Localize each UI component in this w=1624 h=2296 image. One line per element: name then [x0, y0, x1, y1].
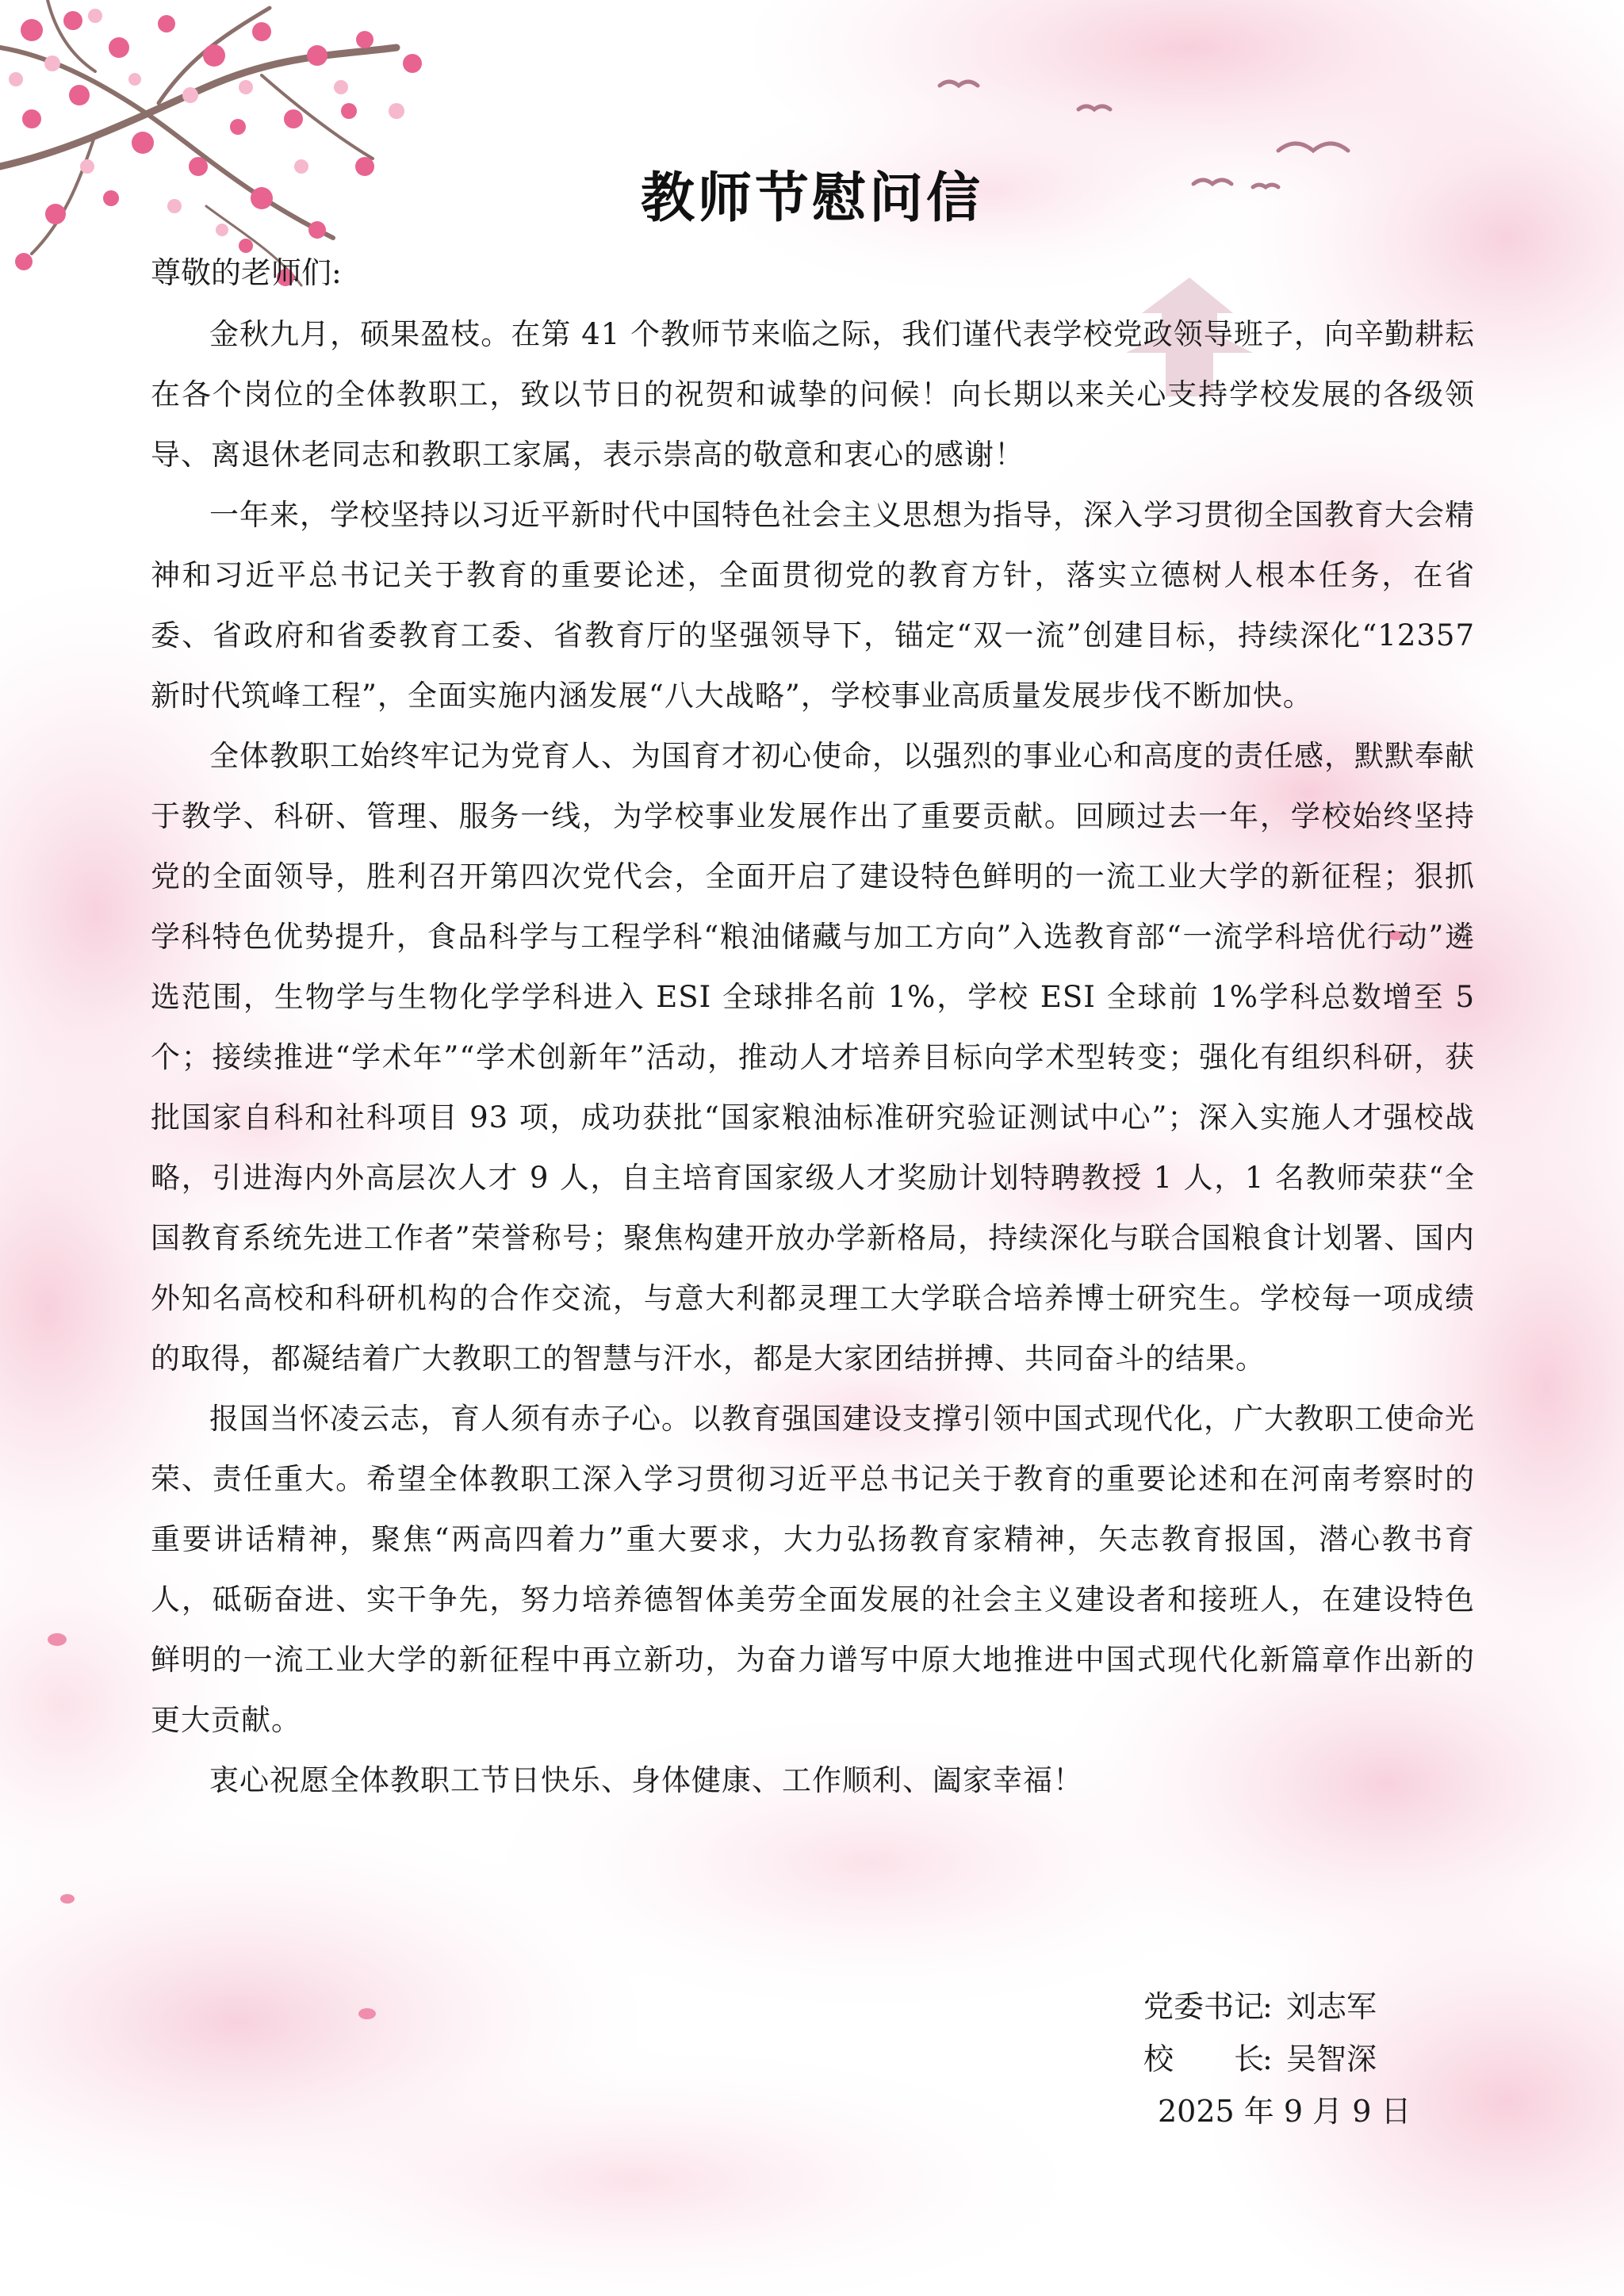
paragraph-greeting: 金秋九月，硕果盈枝。在第 41 个教师节来临之际，我们谨代表学校党政领导班子，向辛勤耕耘在各个岗位的全体教职工，致以节日的祝贺和诚挚的问候！向长期以来关心支持学校发展的各级领导、离退休老同志和教职工家属，表示崇高的敬意和衷心的感谢！ [151, 317, 1475, 472]
signature-label: 党委书记 [1143, 1989, 1265, 2024]
signature-colon: : [1262, 2042, 1273, 2076]
signature-president [1143, 2033, 1411, 2085]
paragraph-wishes: 衷心祝愿全体教职工节日快乐、身体健康、工作顺利、阖家幸福！ [209, 1763, 1083, 1797]
paragraph-expectations: 报国当怀凌云志，育人须有赤子心。以教育强国建设支撑引领中国式现代化，广大教职工使命光荣、责任重大。希望全体教职工深入学习贯彻习近平总书记关于教育的重要论述和在河南考察时的重要讲话精神，聚焦“两高四着力”重大要求，大力弘扬教育家精神，矢志教育报国，潜心教书育人，砥砺奋进、实干争先，努力培养德智体美劳全面发展的社会主义建设者和接班人，在建设特色鲜明的一流工业大学的新征程中再立新功，为奋力谱写中原大地推进中国式现代化新篇章作出新的更大贡献。 [151, 1402, 1475, 1737]
signature-colon: : [1262, 1989, 1273, 2024]
signature-block [1143, 1980, 1411, 2137]
letter-date: 2025 年 9 月 9 日 [1158, 2094, 1411, 2129]
signature-party-secretary [1143, 1980, 1411, 2033]
signature-name: 吴智深 [1286, 2042, 1377, 2076]
paragraph-achievements: 全体教职工始终牢记为党育人、为国育才初心使命，以强烈的事业心和高度的责任感，默默奉献于教学、科研、管理、服务一线，为学校事业发展作出了重要贡献。回顾过去一年，学校始终坚持党的全面领导，胜利召开第四次党代会，全面开启了建设特色鲜明的一流工业大学的新征程；狠抓学科特色优势提升，食品科学与工程学科“粮油储藏与加工方向”入选教育部“一流学科培优行动”遴选范围，生物学与生物化学学科进入 ESI 全球排名前 1%，学校 ESI 全球前 1%学科总数增至 5 个；接续推进“学术年”“学术创新年”活动，推动人才培养目标向学术型转变；强化有组织科研，获批国家自科和社科项目 93 项，成功获批“国家粮油标准研究验证测试中心”；深入实施人才强校战略，引进海内外高层次人才 9 人，自主培育国家级人才奖励计划特聘教授 1 人，1 名教师荣获“全国教育系统先进工作者”荣誉称号；聚焦构建开放办学新格局，持续深化与联合国粮食计划署、国内外知名高校和科研机构的合作交流，与意大利都灵理工大学联合培养博士研究生。学校每一项成绩的取得，都凝结着广大教职工的智慧与汗水，都是大家团结拼搏、共同奋斗的结果。 [151, 739, 1475, 1376]
signature-label: 校 长 [1143, 2042, 1265, 2076]
letter-title: 教师节慰问信 [640, 167, 983, 230]
salutation: 尊敬的老师们: [151, 255, 342, 290]
signature-name: 刘志军 [1286, 1989, 1377, 2024]
paragraph-year-review: 一年来，学校坚持以习近平新时代中国特色社会主义思想为指导，深入学习贯彻全国教育大会精神和习近平总书记关于教育的重要论述，全面贯彻党的教育方针，落实立德树人根本任务，在省委、省政府和省委教育工委、省教育厅的坚强领导下，锚定“双一流”创建目标，持续深化“12357 新时代筑峰工程”，全面实施内涵发展“八大战略”，学校事业高质量发展步伐不断加快。 [151, 498, 1475, 713]
letter-body [151, 304, 1475, 1811]
